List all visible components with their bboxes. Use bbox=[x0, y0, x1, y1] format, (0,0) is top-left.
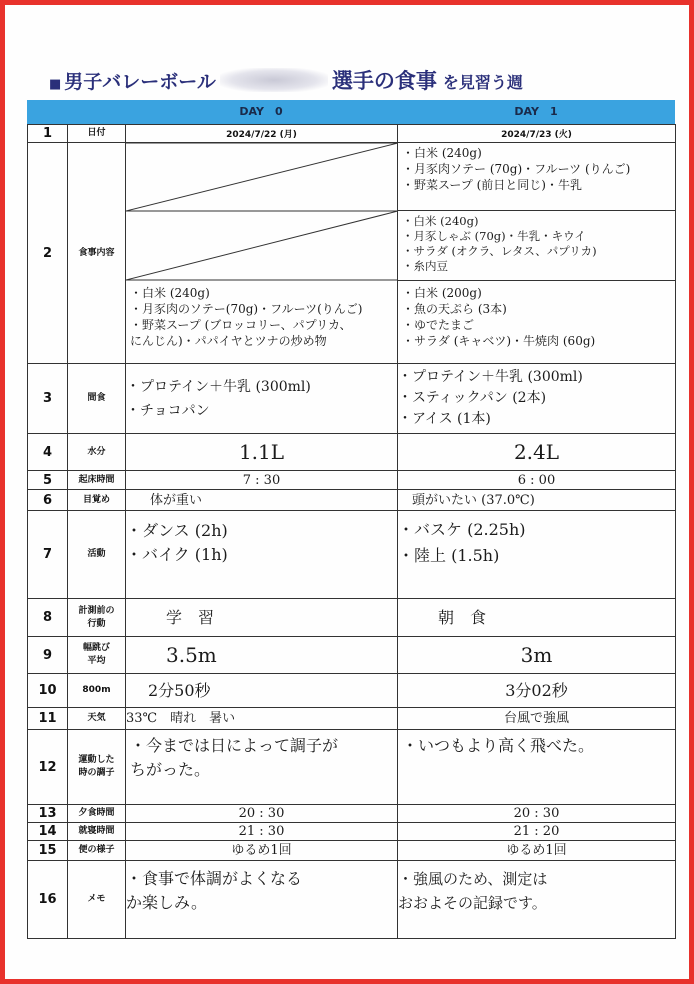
title-part3: を見習う週 bbox=[442, 73, 523, 92]
table-row: 4 水分 1.1L 2.4L bbox=[28, 434, 676, 471]
day0-meals bbox=[126, 143, 398, 364]
table-row: 7 活動 ・ダンス (2h) ・バイク (1h) ・バスケ (2.25h) ・陸上 (1.5h) bbox=[28, 511, 676, 599]
table-row: 11 天気 33℃ 晴れ 暑い 台風で強風 bbox=[28, 708, 676, 730]
day0-water: 1.1L bbox=[126, 434, 398, 471]
empty-meal-slash bbox=[126, 143, 398, 281]
meal-log-table bbox=[27, 124, 676, 939]
title-part2: 選手の食事 bbox=[331, 69, 437, 93]
day-header-bar bbox=[27, 100, 675, 124]
title-part1: 男子バレーボール bbox=[64, 71, 216, 93]
day1-snack: ・プロテイン＋牛乳 (300ml) ・スティックパン (2本) ・アイス (1本) bbox=[398, 364, 676, 434]
table-row: 6 目覚め 体が重い 頭がいたい (37.0℃) bbox=[28, 490, 676, 511]
table-row: 10 800m 2分50秒 3分02秒 bbox=[28, 674, 676, 708]
page-title bbox=[49, 65, 523, 95]
table-row: 15 便の様子 ゆるめ1回 ゆるめ1回 bbox=[28, 841, 676, 861]
blurred-name-redaction bbox=[220, 68, 328, 92]
day0-dinner: ・白米 (240g) ・月豕肉のソテー(70g)・フルーツ(りんご) ・野菜スープ (ブロッコリー、パプリカ、 にんじん)・パパイヤとツナの炒め物 bbox=[130, 286, 363, 348]
day1-lunch: ・白米 (240g) ・月豕しゃぶ (70g)・牛乳・キウイ ・サラダ (オクラ、レタス、パプリカ) ・糸内豆 bbox=[398, 212, 676, 281]
day0-header: DAY 0 bbox=[239, 105, 283, 118]
day1-breakfast: ・白米 (240g) ・月豕肉ソテー (70g)・フルーツ (りんご) ・野菜スープ (前日と同じ)・牛乳 bbox=[398, 143, 676, 211]
table-row: 14 就寝時間 21 : 30 21 : 20 bbox=[28, 823, 676, 841]
day1-meals bbox=[398, 143, 676, 364]
table-row: 12 運動した 時の調子 ・今までは日によって調子が ちがった。 ・いつもより高く飛べた。 bbox=[28, 730, 676, 805]
day1-header: DAY 1 bbox=[514, 105, 558, 118]
table-row: 5 起床時間 7 : 30 6 : 00 bbox=[28, 471, 676, 490]
table-row: 3 間食 ・プロテイン＋牛乳 (300ml) ・チョコパン ・プロテイン＋牛乳 (300ml) ・スティックパン (2本) ・アイス (1本) bbox=[28, 364, 676, 434]
table-row: 8 計測前の 行動 学 習 朝 食 bbox=[28, 599, 676, 637]
day1-dinner: ・白米 (200g) ・魚の天ぷら (3本) ・ゆでたまご ・サラダ (キャベツ)・牛焼肉 (60g) bbox=[402, 286, 596, 348]
square-bullet-icon: ■ bbox=[49, 77, 62, 92]
table-row: 1 日付 2024/7/22 (月) 2024/7/23 (火) bbox=[28, 125, 676, 143]
row-label-multiline: 計測前の 行動 bbox=[68, 599, 126, 637]
day1-date: 2024/7/23 (火) bbox=[398, 125, 676, 143]
table-row: 16 メモ ・食事で体調がよくなる か楽しみ。 ・強風のため、測定は おおよその記録です。 bbox=[28, 861, 676, 939]
table-row: 9 幅跳び 平均 3.5m 3m bbox=[28, 637, 676, 674]
day1-water: 2.4L bbox=[398, 434, 676, 471]
table-row: 13 夕食時間 20 : 30 20 : 30 bbox=[28, 805, 676, 823]
day0-date: 2024/7/22 (月) bbox=[126, 125, 398, 143]
table-row: 2 食事内容 ・白米 (240g) ・月豕肉のソテー(70g)・フルーツ(りんご) ・野菜スープ (ブロッコリー、パプリカ、 にんじん)・パパイヤとツナの炒め物 ・白米 (240g) ・月豕肉ソテー (70g)・フルーツ (りんご) ・野菜スープ (前日と同じ)・牛乳 ・白米 (240g) ・月豕しゃぶ (70g)・牛乳・キウイ ・サラダ (オクラ、レタス、パプリカ) ・糸内豆 ・白米 (200g) ・魚の天ぷら (3本) ・ゆでたまご ・サラダ (キャベツ)・牛焼肉 (60g) bbox=[28, 143, 676, 364]
day0-snack: ・プロテイン＋牛乳 (300ml) ・チョコパン bbox=[126, 364, 398, 434]
